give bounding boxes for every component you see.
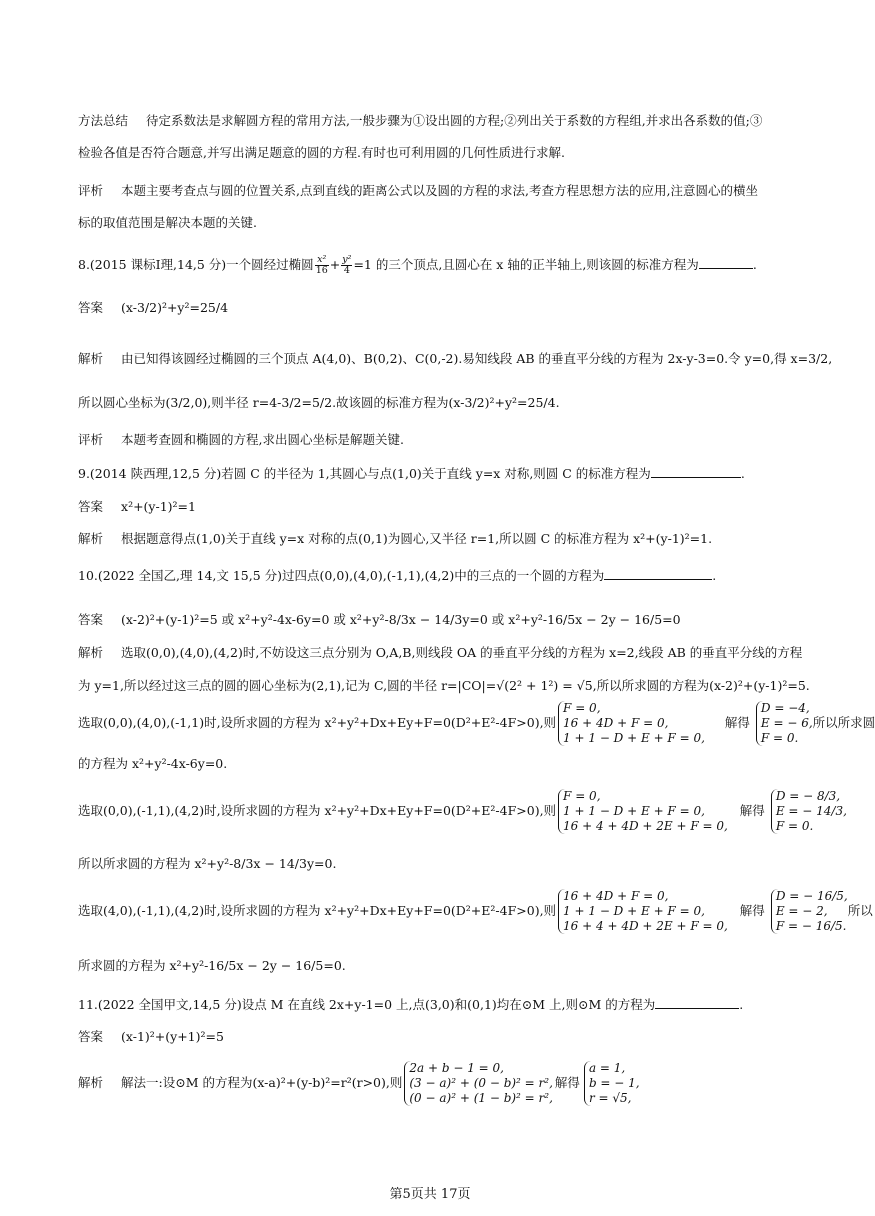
- q11-analysis-label: 解析: [78, 1075, 104, 1090]
- q9-stem-text: 9.(2014 陕西理,12,5 分)若圆 C 的半径为 1,其圆心与点(1,0)关于直线 y=x 对称,则圆 C 的标准方程为: [78, 466, 651, 481]
- q10-case3-tail: 所以: [847, 903, 873, 918]
- q11-answer-label: 答案: [78, 1029, 104, 1044]
- q10-case3-solve-label: 解得: [739, 903, 765, 918]
- q9-stem: 9.(2014 陕西理,12,5 分)若圆 C 的半径为 1,其圆心与点(1,0)关于直线 y=x 对称,则圆 C 的标准方程为 .: [78, 466, 745, 481]
- q10-case2-eq-3: 16 + 4 + 4D + 2E + F = 0,: [563, 819, 728, 833]
- summary-text-1: 待定系数法是求解圆方程的常用方法,一般步骤为①设出圆的方程;②列出关于系数的方程组,并求出各系数的值;③: [146, 113, 763, 128]
- q10-answer-blank: [604, 566, 712, 580]
- q10-case1-sol-1: D = −4,: [760, 701, 810, 715]
- q10-stem-text: 10.(2022 全国乙,理 14,文 15,5 分)过四点(0,0),(4,0),(-1,1),(4,2)中的三点的一个圆的方程为: [78, 568, 605, 583]
- q11-answer-text: (x-1)²+(y+1)²=5: [121, 1029, 224, 1044]
- q10-case2-sol-2: E = − 14/3,: [775, 804, 847, 818]
- q8-frac-x-den: 16: [315, 265, 328, 276]
- q10-case1-sol-3: F = 0.: [760, 731, 799, 745]
- q10-case3-result: 所求圆的方程为 x²+y²-16/5x − 2y − 16/5=0.: [78, 958, 346, 973]
- q10-analysis-text-1: 选取(0,0),(4,0),(4,2)时,不妨设这三点分别为 O,A,B,则线段 OA 的垂直平分线的方程为 x=2,线段 AB 的垂直平分线的方程: [121, 645, 803, 660]
- q8-analysis-label: 解析: [78, 351, 104, 366]
- q8-analysis-text-1: 由已知得该圆经过椭圆的三个顶点 A(4,0)、B(0,2)、C(0,-2).易知线段 AB 的垂直平分线的方程为 2x-y-3=0.令 y=0,得 x=3/2,: [121, 351, 833, 366]
- q10-case2-eq-2: 1 + 1 − D + E + F = 0,: [563, 804, 705, 818]
- q11-system: [404, 1061, 553, 1106]
- q9-answer-blank: [651, 464, 741, 478]
- summary-line-1: [78, 113, 762, 129]
- q8-review-text: 本题考查圆和椭圆的方程,求出圆心坐标是解题关键.: [121, 432, 404, 447]
- q10-case1-solution: [756, 701, 813, 746]
- summary-line-2: 检验各值是否符合题意,并写出满足题意的圆的方程.有时也可利用圆的几何性质进行求解.: [78, 145, 565, 160]
- q9-answer-text: x²+(y-1)²=1: [121, 499, 196, 514]
- q11-answer: [78, 1029, 224, 1045]
- q10-case2-sol-3: F = 0.: [775, 819, 814, 833]
- q10-case1-text: 选取(0,0),(4,0),(-1,1)时,设所求圆的方程为 x²+y²+Dx+Ey+F=0(D²+E²-4F>0),则: [78, 715, 557, 730]
- q10-case3-text: 选取(4,0),(-1,1),(4,2)时,设所求圆的方程为 x²+y²+Dx+Ey+F=0(D²+E²-4F>0),则: [78, 903, 557, 918]
- q10-case1-sol-2: E = − 6,: [760, 716, 813, 730]
- q11-solution: [584, 1061, 640, 1106]
- q10-case3-system: [558, 889, 728, 934]
- q10-stem: 10.(2022 全国乙,理 14,文 15,5 分)过四点(0,0),(4,0),(-1,1),(4,2)中的三点的一个圆的方程为 .: [78, 568, 717, 583]
- q8-frac-x: [315, 255, 329, 276]
- q8-stem: 8.(2015 课标Ⅰ理,14,5 分)一个圆经过椭圆 $\frac{\text{x²}}{16}$ + $\frac{\text{y²}}{4}$ =1 的三个顶点,且圆心在 x 轴的正半轴上,则该圆的标准方程为 .: [78, 254, 757, 276]
- q8-analysis-2: 所以圆心坐标为(3/2,0),则半径 r=4-3/2=5/2.故该圆的标准方程为(x-3/2)²+y²=25/4.: [78, 395, 560, 410]
- q9-analysis: [78, 531, 712, 547]
- q11-sol-3: r = √5,: [588, 1091, 632, 1105]
- q11-eq-1: 2a + b − 1 = 0,: [409, 1061, 504, 1075]
- q10-case1-eq-1: F = 0,: [563, 701, 601, 715]
- q10-case1-eq-2: 16 + 4D + F = 0,: [563, 716, 669, 730]
- q10-case3-eq-2: 1 + 1 − D + E + F = 0,: [563, 904, 705, 918]
- q8-review-label: 评析: [78, 432, 104, 447]
- q10-case2: [78, 789, 847, 834]
- q10-case3-solution: [771, 889, 848, 934]
- q10-case2-solution: [771, 789, 847, 834]
- q11-eq-3: (0 − a)² + (1 − b)² = r²,: [409, 1091, 553, 1105]
- q10-analysis-2: 为 y=1,所以经过这三点的圆的圆心坐标为(2,1),记为 C,圆的半径 r=|CO|=√(2² + 1²) = √5,所以所求圆的方程为(x-2)²+(y-1)²=5.: [78, 678, 810, 693]
- q11-answer-blank: [655, 995, 739, 1009]
- q9-analysis-text: 根据题意得点(1,0)关于直线 y=x 对称的点(0,1)为圆心,又半径 r=1,所以圆 C 的标准方程为 x²+(y-1)²=1.: [121, 531, 713, 546]
- q10-answer: [78, 612, 681, 628]
- q10-case2-text: 选取(0,0),(-1,1),(4,2)时,设所求圆的方程为 x²+y²+Dx+Ey+F=0(D²+E²-4F>0),则: [78, 803, 557, 818]
- q10-case2-result: 所以所求圆的方程为 x²+y²-8/3x − 14/3y=0.: [78, 856, 337, 871]
- q9-answer-label: 答案: [78, 499, 104, 514]
- q11-analysis: [78, 1061, 640, 1106]
- q11-sol-1: a = 1,: [588, 1061, 626, 1075]
- q10-case3-sol-2: E = − 2,: [775, 904, 828, 918]
- q10-case2-system: [558, 789, 728, 834]
- q10-case3-eq-1: 16 + 4D + F = 0,: [563, 889, 669, 903]
- q8-frac-x-num: x²: [315, 255, 329, 266]
- q8-plus: +: [329, 257, 341, 272]
- q8-frac-y: [341, 255, 352, 276]
- q8-answer-blank: [699, 255, 753, 269]
- q8-analysis-1: [78, 351, 832, 367]
- q8-frac-y-num: y²: [342, 254, 352, 265]
- summary-label: 方法总结: [78, 113, 129, 128]
- q10-analysis-label: 解析: [78, 645, 104, 660]
- page-footer: 第5页共 17页: [389, 1187, 471, 1202]
- q10-analysis-1: [78, 645, 802, 661]
- q10-case3-sol-3: F = − 16/5.: [775, 919, 847, 933]
- q10-case1-result: 的方程为 x²+y²-4x-6y=0.: [78, 756, 228, 771]
- q11-stem-text: 11.(2022 全国甲文,14,5 分)设点 M 在直线 2x+y-1=0 上,点(3,0)和(0,1)均在⊙M 上,则⊙M 的方程为: [78, 997, 656, 1012]
- q10-case3-sol-1: D = − 16/5,: [775, 889, 848, 903]
- review1-label: 评析: [78, 183, 104, 198]
- q8-review: [78, 432, 404, 448]
- q9-answer: [78, 499, 196, 515]
- q8-stem-text-b: =1 的三个顶点,且圆心在 x 轴的正半轴上,则该圆的标准方程为: [353, 257, 699, 272]
- review1-text-1: 本题主要考查点与圆的位置关系,点到直线的距离公式以及圆的方程的求法,考查方程思想方法的应用,注意圆心的横坐: [121, 183, 758, 198]
- q11-sol-2: b = − 1,: [588, 1076, 640, 1090]
- q11-stem: 11.(2022 全国甲文,14,5 分)设点 M 在直线 2x+y-1=0 上,点(3,0)和(0,1)均在⊙M 上,则⊙M 的方程为 .: [78, 997, 744, 1012]
- q10-answer-text: (x-2)²+(y-1)²=5 或 x²+y²-4x-6y=0 或 x²+y²-8/3x − 14/3y=0 或 x²+y²-16/5x − 2y − 16/5=0: [121, 612, 681, 627]
- q8-frac-y-den: 4: [343, 265, 350, 276]
- review1-line-1: [78, 183, 758, 199]
- q10-case1-tail: 所以所求圆: [812, 715, 875, 730]
- q8-stem-text-a: 8.(2015 课标Ⅰ理,14,5 分)一个圆经过椭圆: [78, 257, 314, 272]
- review1-line-2: 标的取值范围是解决本题的关键.: [78, 215, 257, 230]
- q11-analysis-text: 解法一:设⊙M 的方程为(x-a)²+(y-b)²=r²(r>0),则: [121, 1075, 403, 1090]
- q9-analysis-label: 解析: [78, 531, 104, 546]
- q10-case3-eq-3: 16 + 4 + 4D + 2E + F = 0,: [563, 919, 728, 933]
- q10-case2-sol-1: D = − 8/3,: [775, 789, 841, 803]
- q10-case1: [78, 701, 875, 746]
- q8-answer: [78, 300, 228, 316]
- q8-answer-text: (x-3/2)²+y²=25/4: [121, 300, 229, 315]
- q10-case1-eq-3: 1 + 1 − D + E + F = 0,: [563, 731, 705, 745]
- q10-case1-solve-label: 解得: [724, 715, 750, 730]
- q11-eq-2: (3 − a)² + (0 − b)² = r²,: [409, 1076, 553, 1090]
- q8-answer-label: 答案: [78, 300, 104, 315]
- q11-solve-label: 解得: [554, 1075, 580, 1090]
- q10-case3: [78, 889, 873, 934]
- q10-case2-solve-label: 解得: [739, 803, 765, 818]
- q10-answer-label: 答案: [78, 612, 104, 627]
- q10-case2-eq-1: F = 0,: [563, 789, 601, 803]
- q10-case1-system: [558, 701, 705, 746]
